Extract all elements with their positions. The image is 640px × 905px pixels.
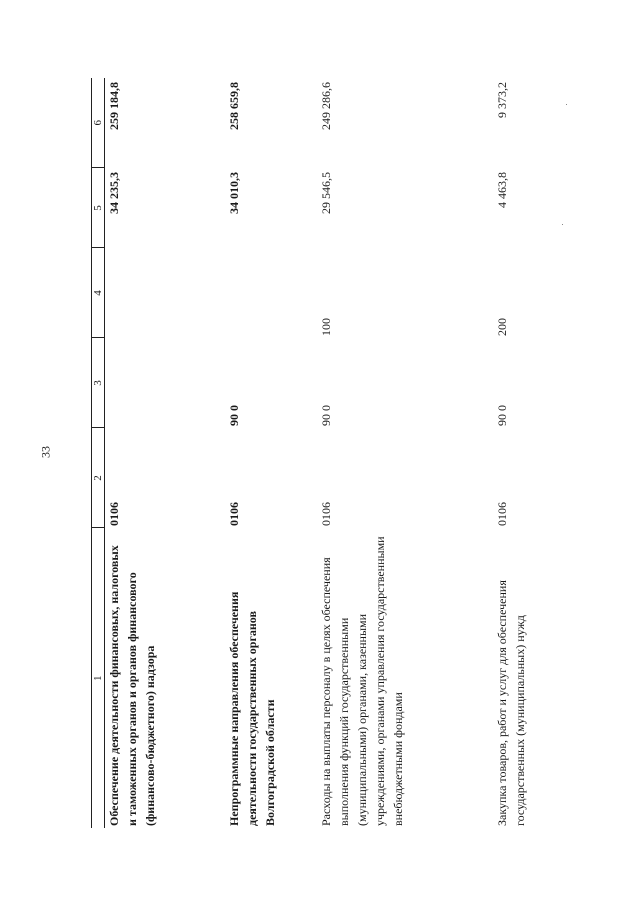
- row-section-code: 0106: [495, 502, 509, 526]
- page-number-text: 33: [38, 446, 53, 458]
- table-row: [225, 78, 317, 828]
- row-amount-col5: 34 010,3: [227, 172, 241, 214]
- row-target-code: 90 0: [319, 405, 333, 426]
- table-row: [317, 78, 493, 828]
- row-amount-col6: 249 286,6: [319, 82, 333, 130]
- row-target-code: [105, 338, 226, 428]
- header-col-6: 6: [92, 78, 105, 168]
- header-col-2: 2: [92, 428, 105, 528]
- table-row: [105, 78, 226, 828]
- table-body: [105, 78, 536, 828]
- scan-speck: [562, 224, 563, 225]
- row-name: Закупка товаров, работ и услуг для обеспечения государственных (муниципальных) нужд: [495, 580, 527, 826]
- row-amount-col6: 259 184,8: [107, 82, 121, 130]
- header-row: [92, 78, 105, 828]
- header-col-4: 4: [92, 248, 105, 338]
- row-target-code: 90 0: [227, 405, 241, 426]
- header-col-3: 3: [92, 338, 105, 428]
- header-col-1: 1: [92, 528, 105, 828]
- scan-speck: [566, 104, 567, 105]
- table-row: [493, 78, 535, 828]
- row-amount-col5: 29 546,5: [319, 172, 333, 214]
- page-number: [38, 446, 53, 458]
- header-col-5: 5: [92, 168, 105, 248]
- row-amount-col6: 258 659,8: [227, 82, 241, 130]
- row-type-code: 100: [319, 318, 333, 336]
- row-name: Обеспечение деятельности финансовых, налоговых и таможенных органов и органов финансового (финансово-бюджетного) надзора: [107, 545, 157, 826]
- table-header: [92, 78, 105, 828]
- row-type-code: [225, 248, 317, 338]
- row-section-code: 0106: [319, 502, 333, 526]
- row-name: Непрограммные направления обеспечения деятельности государственных органов Волгоградской области: [227, 591, 277, 826]
- row-type-code: [105, 248, 226, 338]
- row-section-code: 0106: [227, 502, 241, 526]
- budget-table-container: [91, 78, 527, 828]
- row-name: Расходы на выплаты персоналу в целях обеспечения выполнения функций государственными (муниципальными) органами, казенными учреждениями, органами управления государственными внебюджетными фондами: [319, 536, 405, 826]
- row-amount-col5: 34 235,3: [107, 172, 121, 214]
- row-type-code: 200: [495, 318, 509, 336]
- budget-table: [91, 78, 535, 828]
- row-amount-col6: 9 373,2: [495, 82, 509, 118]
- row-target-code: 90 0: [495, 405, 509, 426]
- row-section-code: 0106: [107, 502, 121, 526]
- row-amount-col5: 4 463,8: [495, 172, 509, 208]
